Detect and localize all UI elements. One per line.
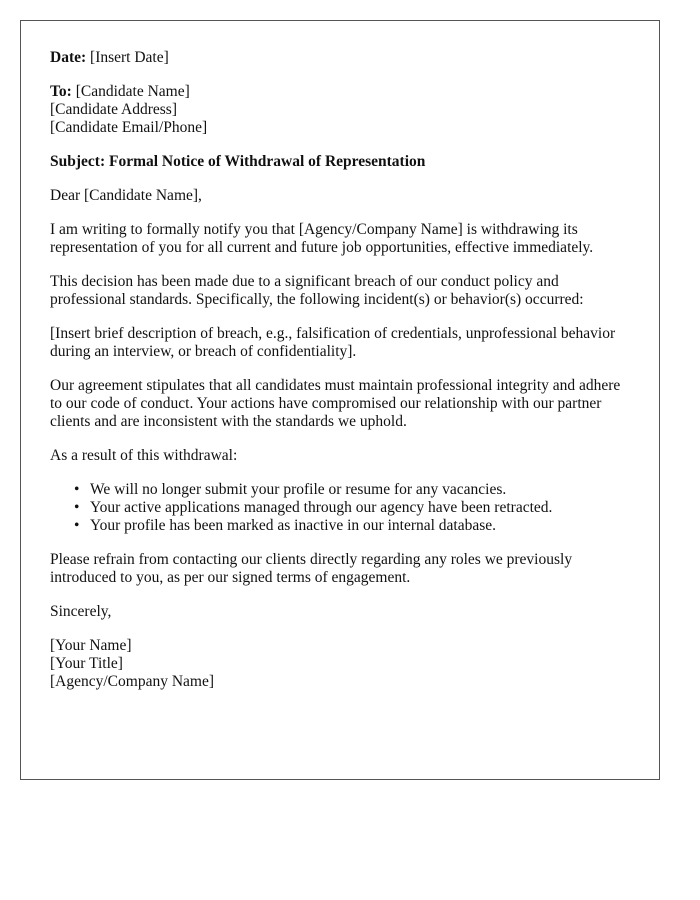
letter-document [20, 20, 660, 780]
recipient-contact: [Candidate Email/Phone] [50, 119, 208, 136]
paragraph-reason: This decision has been made due to a significant breach of our conduct policy and professional standards. Specifically, the following incident(s) or behavior(s) occurred: [50, 273, 584, 308]
bullet-icon: • [74, 499, 80, 516]
salutation: Dear [Candidate Name], [50, 187, 202, 204]
signature-block [50, 637, 630, 691]
recipient-name-line [50, 83, 630, 101]
bullet-icon: • [74, 481, 80, 498]
paragraph-result-intro: As a result of this withdrawal: [50, 447, 238, 464]
recipient-block [50, 83, 630, 137]
list-item-text: We will no longer submit your profile or resume for any vacancies. [90, 481, 507, 498]
signature-company: [Agency/Company Name] [50, 673, 214, 690]
paragraph-agreement: Our agreement stipulates that all candidates must maintain professional integrity and adhere to our code of conduct. Your actions have compromised our relationship with our partner clients and are inconsistent with the standards we uphold. [50, 377, 621, 430]
paragraph-breach-description: [Insert brief description of breach, e.g., falsification of credentials, unprofessional behavior during an interview, or breach of confidentiality]. [50, 325, 616, 360]
recipient-name: [Candidate Name] [71, 83, 190, 100]
date-label: Date: [50, 49, 87, 66]
list-item [74, 499, 630, 517]
signature-name: [Your Name] [50, 637, 132, 654]
date-line [50, 49, 630, 67]
list-item [74, 481, 630, 499]
date-value: [Insert Date] [86, 49, 169, 66]
subject-line: Subject: Formal Notice of Withdrawal of Representation [50, 153, 426, 170]
recipient-address: [Candidate Address] [50, 101, 177, 118]
list-item-text: Your profile has been marked as inactive in our internal database. [90, 517, 497, 534]
signature-title: [Your Title] [50, 655, 123, 672]
list-item [74, 517, 630, 535]
bullet-icon: • [74, 517, 80, 534]
sign-off: Sincerely, [50, 603, 112, 620]
paragraph-closing: Please refrain from contacting our clients directly regarding any roles we previously introduced to you, as per our signed terms of engagement. [50, 551, 573, 586]
paragraph-notification: I am writing to formally notify you that [Agency/Company Name] is withdrawing its representation of you for all current and future job opportunities, effective immediately. [50, 221, 594, 256]
list-item-text: Your active applications managed through our agency have been retracted. [90, 499, 553, 516]
consequences-list [50, 481, 630, 535]
to-label: To: [50, 83, 72, 100]
